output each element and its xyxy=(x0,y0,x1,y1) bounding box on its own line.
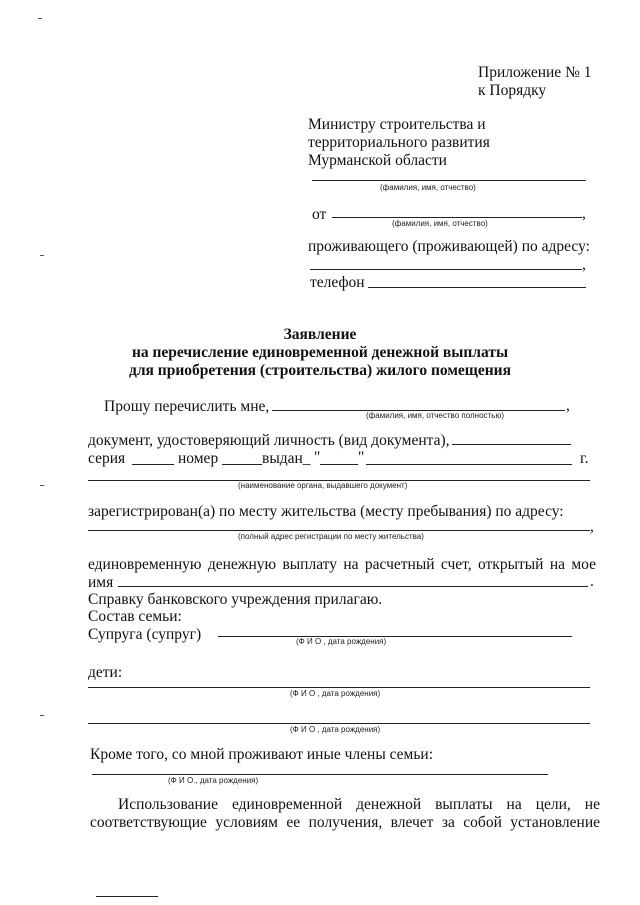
phone-label: телефон xyxy=(310,274,365,291)
children-label: дети: xyxy=(88,664,123,681)
payment-text: единовременную денежную выплату на расчетный счет, открытый на мое xyxy=(88,556,596,573)
from-fio-caption: (фамилия, имя, отчество) xyxy=(392,219,488,228)
margin-mark xyxy=(38,18,42,19)
request-text: Прошу перечислить мне, xyxy=(104,398,270,415)
registration-address-caption: (полный адрес регистрации по месту жительства) xyxy=(238,532,424,541)
id-document-type-line[interactable] xyxy=(452,444,571,445)
issuing-authority-caption: (наименование органа, выдавшего документ) xyxy=(238,481,408,490)
number-label: номер xyxy=(178,450,219,467)
addressee-line-2: территориального развития xyxy=(308,134,490,151)
child-2-line[interactable] xyxy=(88,723,590,724)
series-line[interactable] xyxy=(132,464,174,465)
series-label: серия xyxy=(88,450,126,467)
spouse-caption: (Ф И О , дата рождения) xyxy=(296,637,387,646)
usage-word: выплаты xyxy=(435,796,493,813)
registered-text: зарегистрирован(а) по месту жительства (месту пребывания) по адресу: xyxy=(88,503,564,520)
document-subtitle-2: для приобретения (строительства) жилого помещения xyxy=(128,362,511,379)
usage-word: не xyxy=(584,796,600,813)
usage-word: за xyxy=(441,814,455,831)
margin-mark xyxy=(40,715,44,716)
spouse-line[interactable] xyxy=(218,636,572,637)
margin-mark xyxy=(40,255,44,256)
id-document-text: документ, удостоверяющий личность (вид документа), xyxy=(88,432,450,449)
applicant-fio-line[interactable] xyxy=(312,180,586,181)
usage-line-2 xyxy=(90,814,600,832)
appendix-number: Приложение № 1 xyxy=(478,64,592,81)
bank-certificate-text: Справку банковского учреждения прилагаю. xyxy=(88,591,383,608)
usage-word: денежной xyxy=(356,796,422,813)
appendix-order: к Порядку xyxy=(478,82,547,99)
child-1-caption: (Ф И О , дата рождения) xyxy=(290,689,381,698)
from-label: от xyxy=(312,206,327,223)
usage-word: Использование xyxy=(118,796,218,813)
registration-comma: , xyxy=(590,518,594,535)
address-comma: , xyxy=(582,256,586,273)
registration-address-line[interactable] xyxy=(88,530,590,531)
request-comma: , xyxy=(566,397,570,414)
account-name-period: . xyxy=(590,573,594,590)
usage-word: единовременной xyxy=(231,796,343,813)
issue-month-year-line[interactable] xyxy=(366,464,572,465)
address-label: проживающего (проживающей) по адресу: xyxy=(308,238,590,255)
number-line[interactable] xyxy=(222,464,262,465)
applicant-fio-caption: (фамилия, имя, отчество) xyxy=(380,183,476,192)
document-subtitle-1: на перечисление единовременной денежной выплаты xyxy=(131,344,509,361)
other-members-caption: (Ф И О., дата рождения) xyxy=(168,776,259,785)
usage-word: на xyxy=(506,796,522,813)
from-fio-line[interactable] xyxy=(332,217,582,218)
spouse-label: Супруга (супруг) xyxy=(88,626,202,643)
phone-line[interactable] xyxy=(368,287,586,288)
usage-word: установление xyxy=(510,814,600,831)
issue-day-line[interactable] xyxy=(320,464,358,465)
usage-word: условиям xyxy=(215,814,278,831)
issue-date-quote-close: " xyxy=(358,449,365,466)
account-name-line[interactable] xyxy=(118,586,588,587)
child-2-caption: (Ф И О , дата рождения) xyxy=(290,725,381,734)
addressee-line-3: Мурманской области xyxy=(308,152,447,169)
account-name-label: имя xyxy=(88,574,114,591)
other-members-line[interactable] xyxy=(92,774,548,775)
document-title: Заявление xyxy=(283,326,357,343)
child-1-line[interactable] xyxy=(88,687,590,688)
other-members-text: Кроме того, со мной проживают иные члены семьи: xyxy=(90,746,434,763)
address-line[interactable] xyxy=(310,269,582,270)
usage-word: соответствующие xyxy=(90,814,207,831)
margin-mark xyxy=(40,485,44,486)
from-comma: , xyxy=(582,205,586,222)
usage-word: получения, xyxy=(308,814,383,831)
family-composition-label: Состав семьи: xyxy=(88,608,182,625)
issued-label: выдан_ xyxy=(262,450,311,467)
addressee-line-1: Министру строительства и xyxy=(308,116,486,133)
usage-word: ее xyxy=(286,814,301,831)
footnote-separator xyxy=(96,896,158,897)
usage-line-1 xyxy=(118,796,600,814)
issue-date-quote-open: " xyxy=(314,449,321,466)
usage-word: собой xyxy=(463,814,502,831)
year-suffix: г. xyxy=(580,450,589,467)
usage-word: цели, xyxy=(535,796,571,813)
request-fio-caption: (фамилия, имя, отчество полностью) xyxy=(366,411,505,420)
usage-word: влечет xyxy=(390,814,434,831)
